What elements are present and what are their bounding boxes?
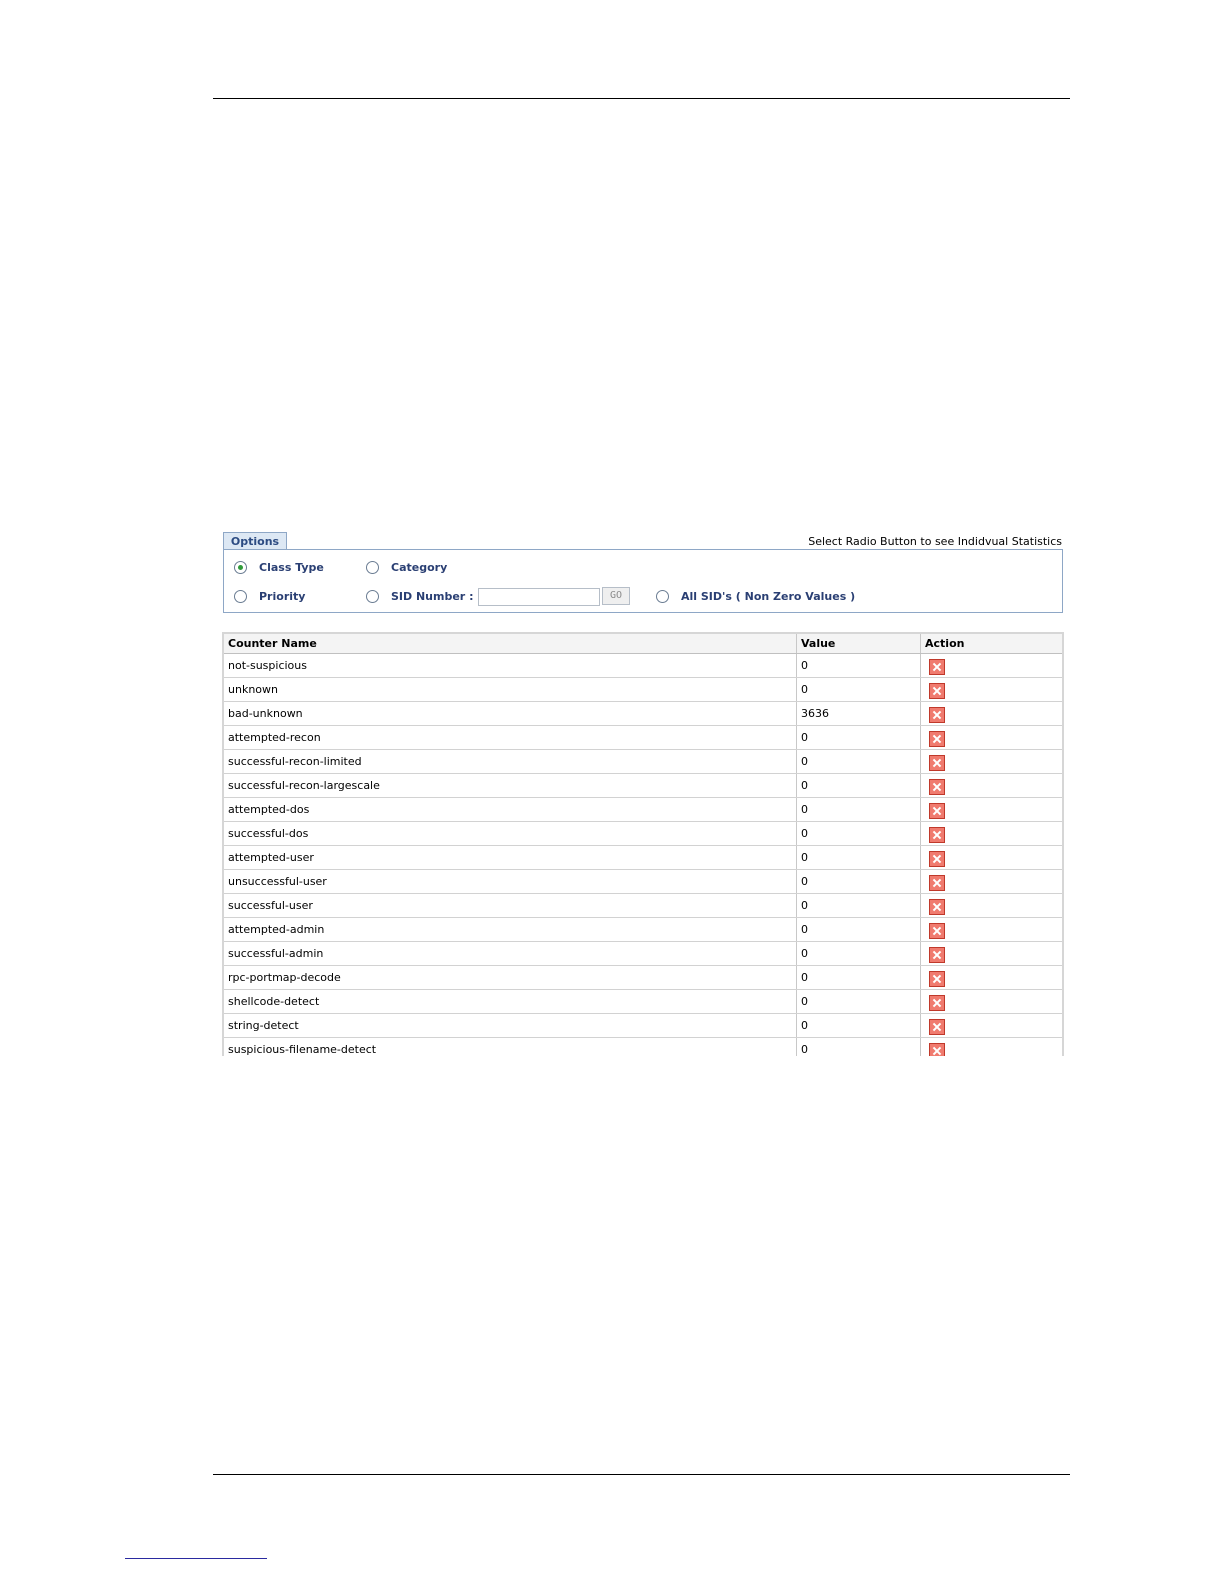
counter-value-cell: 0 [797,846,921,870]
delete-icon[interactable] [929,899,945,915]
counter-name-cell: suspicious-filename-detect [224,1038,797,1057]
counter-value-cell: 0 [797,750,921,774]
delete-icon[interactable] [929,947,945,963]
action-cell [921,750,1063,774]
radio-sid-number-label: SID Number : [391,590,474,603]
counter-name-cell: attempted-dos [224,798,797,822]
counter-name-cell: unknown [224,678,797,702]
radio-sid-number-circle[interactable] [366,590,379,603]
action-cell [921,798,1063,822]
counter-name-cell: bad-unknown [224,702,797,726]
action-cell [921,822,1063,846]
counter-value-cell: 0 [797,654,921,678]
action-cell [921,870,1063,894]
table-header-row [224,634,1062,654]
counter-table [224,634,1062,1056]
counter-value-cell: 0 [797,942,921,966]
counter-name-cell: attempted-user [224,846,797,870]
counter-value-cell: 0 [797,726,921,750]
options-panel [223,549,1063,613]
delete-icon[interactable] [929,851,945,867]
delete-icon[interactable] [929,755,945,771]
action-cell [921,894,1063,918]
counter-value-cell: 0 [797,918,921,942]
footer-rule [213,1474,1070,1475]
action-cell [921,942,1063,966]
delete-icon[interactable] [929,827,945,843]
counter-value-cell: 0 [797,798,921,822]
delete-icon[interactable] [929,1043,945,1057]
radio-class-type-label: Class Type [259,561,324,574]
action-cell [921,702,1063,726]
counter-name-cell: successful-user [224,894,797,918]
sid-number-input[interactable] [478,588,600,606]
delete-icon[interactable] [929,875,945,891]
table-row [224,894,1062,918]
table-row [224,726,1062,750]
table-row [224,1038,1062,1057]
delete-icon[interactable] [929,707,945,723]
table-row [224,798,1062,822]
delete-icon[interactable] [929,659,945,675]
delete-icon[interactable] [929,731,945,747]
counter-name-cell: successful-recon-largescale [224,774,797,798]
counter-name-cell: successful-dos [224,822,797,846]
counter-name-cell: attempted-admin [224,918,797,942]
counter-name-cell: rpc-portmap-decode [224,966,797,990]
counter-name-cell: attempted-recon [224,726,797,750]
counter-name-cell: successful-admin [224,942,797,966]
delete-icon[interactable] [929,971,945,987]
action-cell [921,846,1063,870]
counter-value-cell: 0 [797,678,921,702]
table-row [224,846,1062,870]
action-cell [921,990,1063,1014]
table-row [224,1014,1062,1038]
header-rule [213,98,1070,99]
counter-value-cell: 3636 [797,702,921,726]
counter-value-cell: 0 [797,774,921,798]
delete-icon[interactable] [929,923,945,939]
header-value: Value [797,634,921,654]
counter-table-container [222,632,1064,1056]
radio-all-sids-circle[interactable] [656,590,669,603]
counter-value-cell: 0 [797,870,921,894]
table-row [224,750,1062,774]
header-counter-name: Counter Name [224,634,797,654]
delete-icon[interactable] [929,995,945,1011]
delete-icon[interactable] [929,803,945,819]
footnote-line [125,1558,267,1559]
action-cell [921,1038,1063,1057]
radio-priority-label: Priority [259,590,306,603]
delete-icon[interactable] [929,1019,945,1035]
radio-sid-number[interactable] [366,590,473,603]
action-cell [921,1014,1063,1038]
delete-icon[interactable] [929,683,945,699]
delete-icon[interactable] [929,779,945,795]
counter-name-cell: successful-recon-limited [224,750,797,774]
radio-category[interactable] [366,561,447,574]
action-cell [921,726,1063,750]
radio-category-circle[interactable] [366,561,379,574]
counter-name-cell: shellcode-detect [224,990,797,1014]
options-tab[interactable]: Options [223,532,287,550]
action-cell [921,654,1063,678]
table-body [224,654,1062,1057]
table-row [224,702,1062,726]
table-row [224,990,1062,1014]
table-row [224,942,1062,966]
radio-class-type-circle[interactable] [234,561,247,574]
counter-value-cell: 0 [797,966,921,990]
radio-all-sids-label: All SID's ( Non Zero Values ) [681,590,856,603]
header-action: Action [921,634,1063,654]
table-row [224,774,1062,798]
counter-value-cell: 0 [797,1014,921,1038]
counter-name-cell: string-detect [224,1014,797,1038]
counter-value-cell: 0 [797,822,921,846]
counter-value-cell: 0 [797,1038,921,1057]
counter-value-cell: 0 [797,990,921,1014]
table-row [224,678,1062,702]
table-row [224,918,1062,942]
action-cell [921,774,1063,798]
action-cell [921,966,1063,990]
action-cell [921,918,1063,942]
go-button[interactable]: GO [602,587,630,605]
counter-value-cell: 0 [797,894,921,918]
counter-name-cell: unsuccessful-user [224,870,797,894]
counter-name-cell: not-suspicious [224,654,797,678]
options-hint: Select Radio Button to see Indidvual Statistics [808,535,1062,548]
radio-class-type[interactable] [234,561,324,574]
table-row [224,870,1062,894]
radio-priority-circle[interactable] [234,590,247,603]
action-cell [921,678,1063,702]
table-row [224,966,1062,990]
radio-category-label: Category [391,561,448,574]
radio-all-sids[interactable] [656,590,855,603]
table-row [224,822,1062,846]
table-row [224,654,1062,678]
radio-priority[interactable] [234,590,305,603]
